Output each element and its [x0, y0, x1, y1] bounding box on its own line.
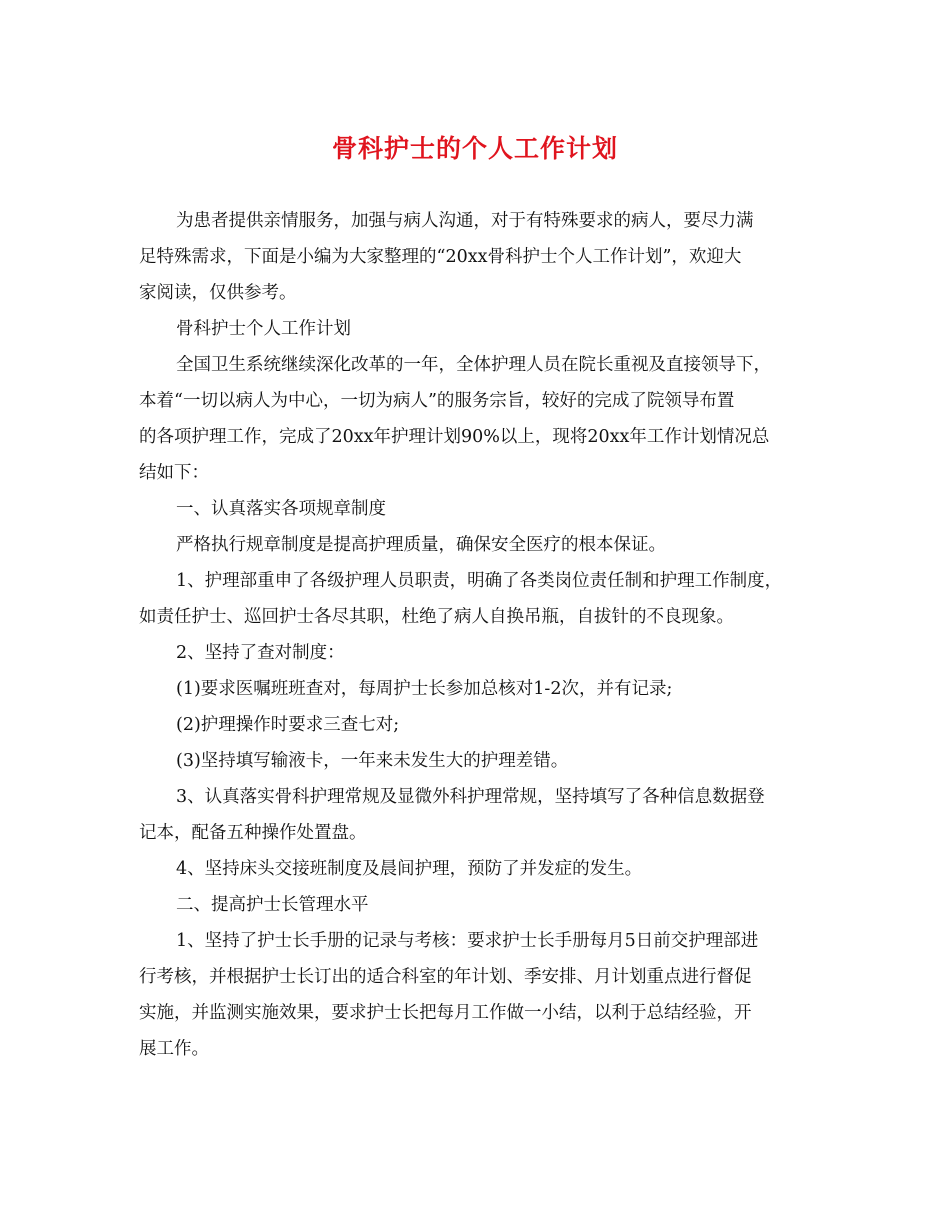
- paragraph-line: 的各项护理工作，完成了20xx年护理计划90%以上，现将20xx年工作计划情况总: [139, 427, 770, 447]
- paragraph-line: 4、坚持床头交接班制度及晨间护理，预防了并发症的发生。: [176, 859, 643, 879]
- paragraph-line: 本着“一切以病人为中心，一切为病人”的服务宗旨，较好的完成了院领导布置: [139, 391, 735, 411]
- paragraph-line: 足特殊需求，下面是小编为大家整理的“20xx骨科护士个人工作计划”，欢迎大: [139, 247, 742, 267]
- paragraph-line: 如责任护士、巡回护士各尽其职，杜绝了病人自换吊瓶，自拔针的不良现象。: [139, 607, 734, 627]
- paragraph-line: 严格执行规章制度是提高护理质量，确保安全医疗的根本保证。: [176, 535, 666, 555]
- paragraph-line: 记本，配备五种操作处置盘。: [139, 823, 367, 843]
- paragraph-line: 展工作。: [139, 1039, 209, 1059]
- paragraph-line: 结如下：: [139, 463, 209, 483]
- document-title: 骨科护士的个人工作计划: [331, 134, 618, 163]
- paragraph-line: 家阅读，仅供参考。: [139, 283, 297, 303]
- list-item: (2)护理操作时要求三查七对;: [176, 715, 400, 735]
- section-heading: 骨科护士个人工作计划: [176, 319, 351, 339]
- paragraph-line: 为患者提供亲情服务，加强与病人沟通，对于有特殊要求的病人，要尽力满: [176, 211, 754, 231]
- paragraph-line: 1、护理部重申了各级护理人员职责，明确了各类岗位责任制和护理工作制度，: [176, 571, 783, 591]
- paragraph-line: 2、坚持了查对制度：: [176, 643, 345, 663]
- paragraph-line: 全国卫生系统继续深化改革的一年，全体护理人员在院长重视及直接领导下，: [176, 355, 771, 375]
- paragraph-line: 1、坚持了护士长手册的记录与考核：要求护士长手册每月5日前交护理部进: [176, 931, 759, 951]
- section-heading: 二、提高护士长管理水平: [176, 895, 369, 915]
- list-item: (3)坚持填写输液卡，一年来未发生大的护理差错。: [176, 751, 569, 771]
- paragraph-line: 行考核，并根据护士长订出的适合科室的年计划、季安排、月计划重点进行督促: [139, 967, 752, 987]
- list-item: (1)要求医嘱班班查对，每周护士长参加总核对1-2次，并有记录;: [176, 679, 673, 699]
- section-heading: 一、认真落实各项规章制度: [176, 499, 386, 519]
- paragraph-line: 实施，并监测实施效果，要求护士长把每月工作做一小结，以利于总结经验，开: [139, 1003, 752, 1023]
- paragraph-line: 3、认真落实骨科护理常规及显微外科护理常规，坚持填写了各种信息数据登: [176, 787, 765, 807]
